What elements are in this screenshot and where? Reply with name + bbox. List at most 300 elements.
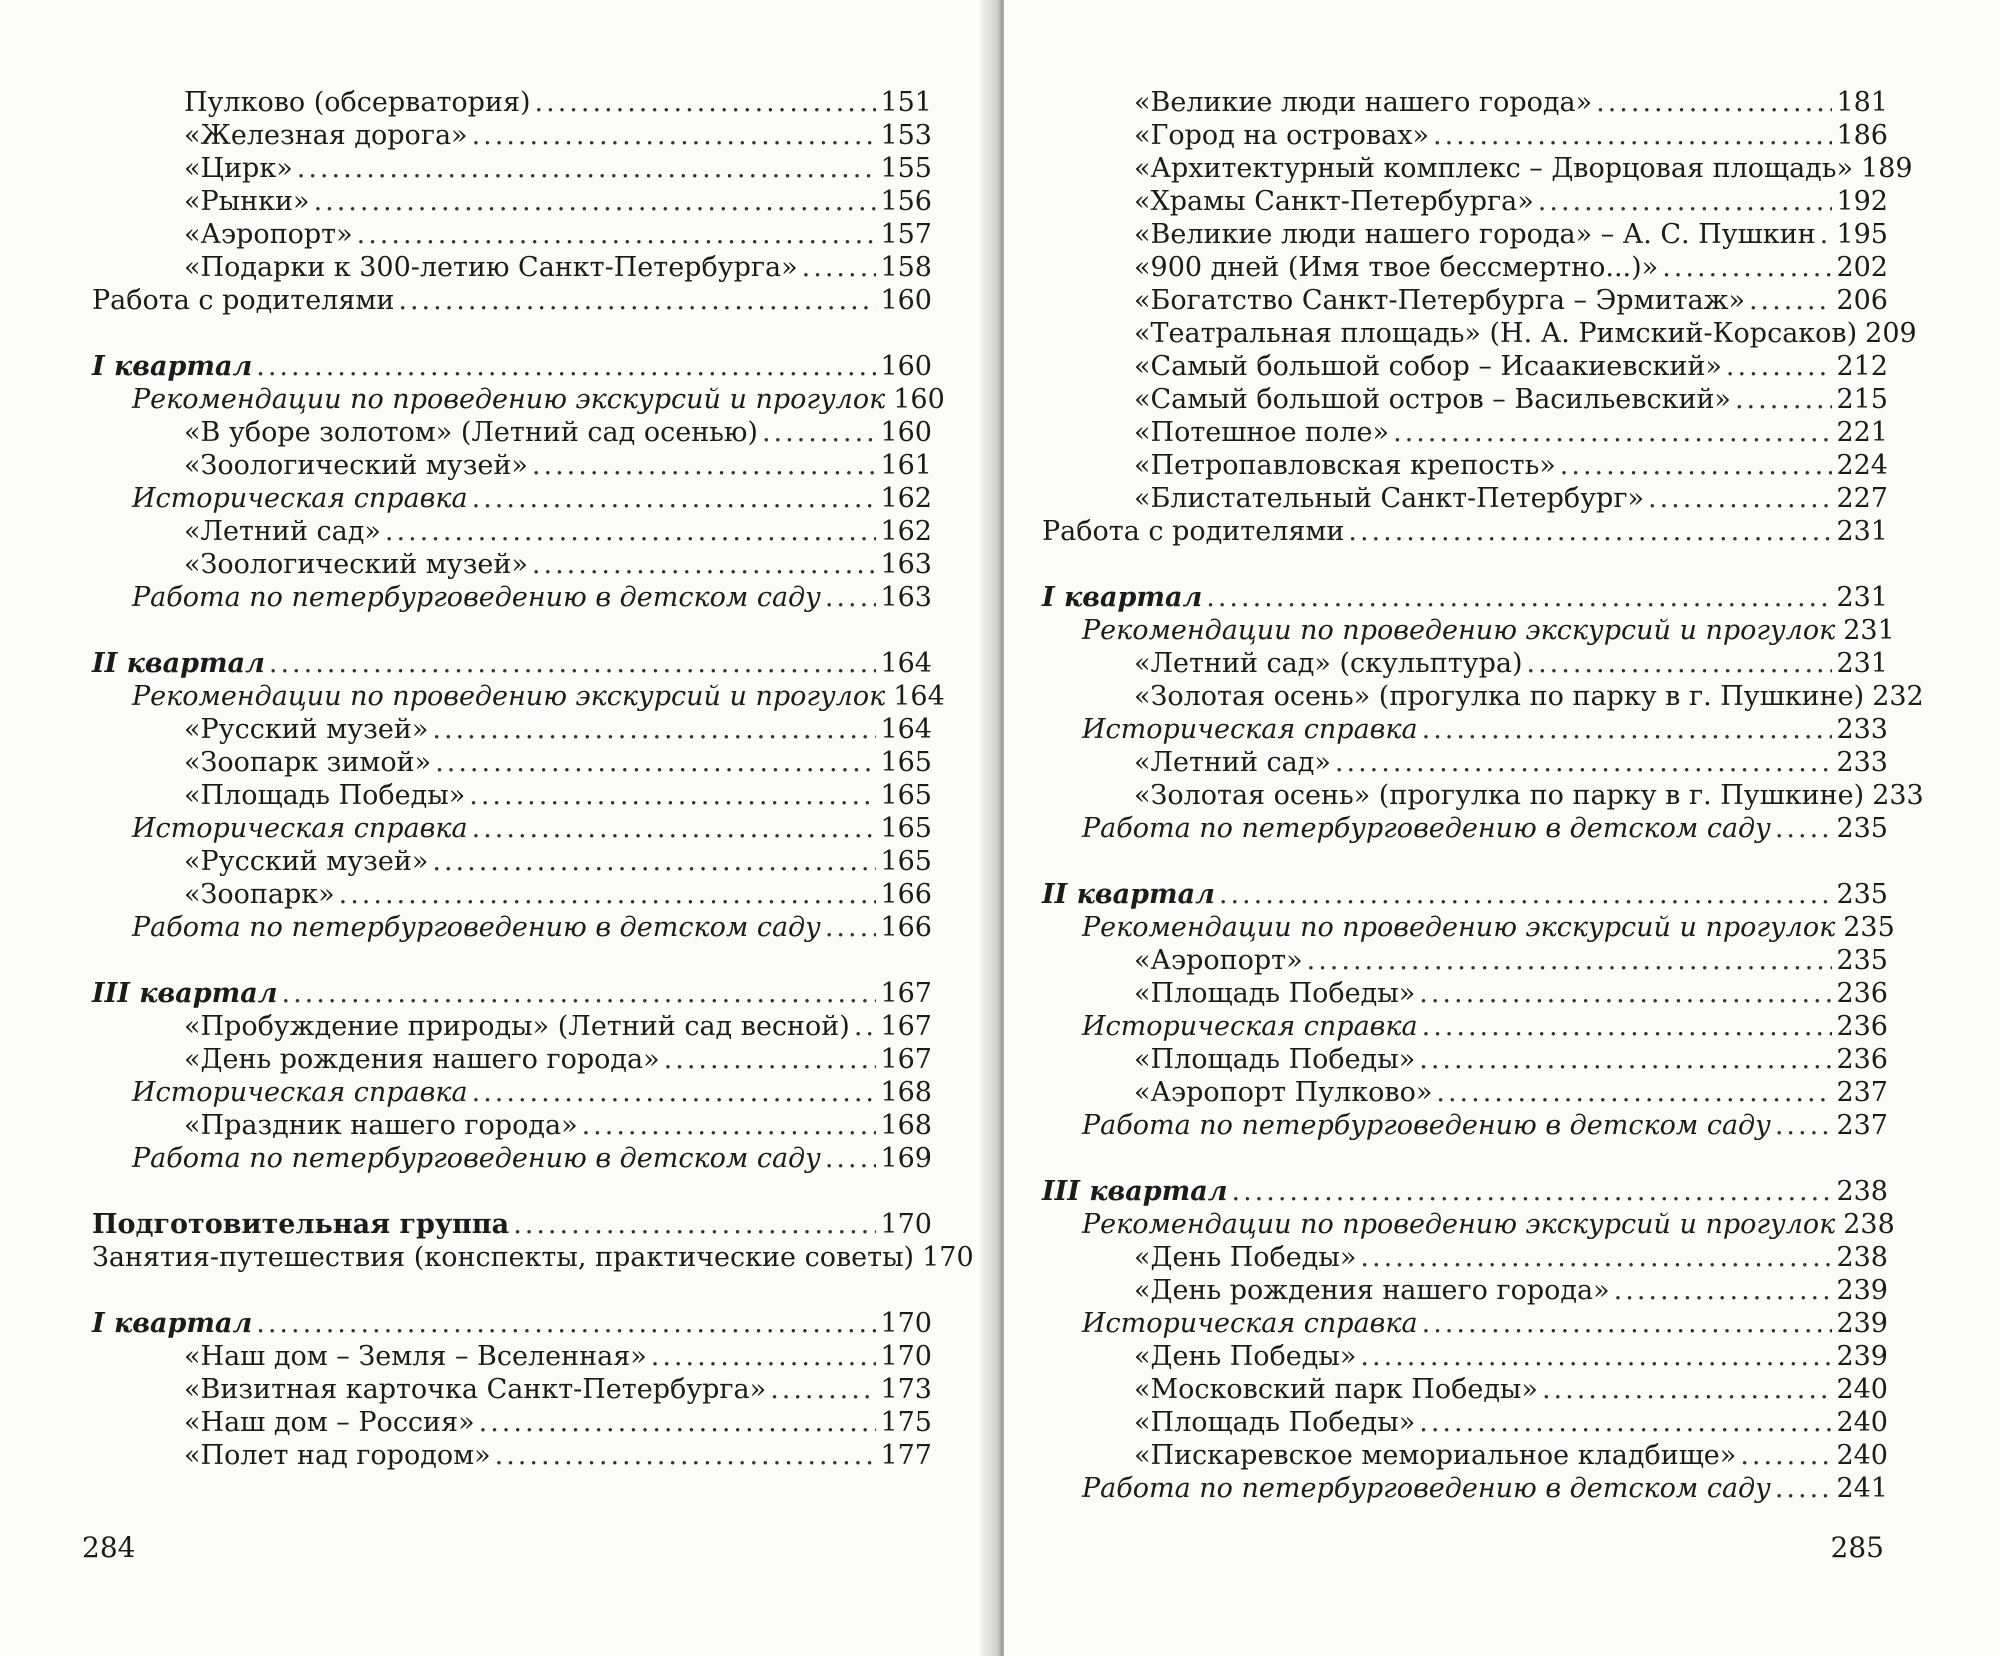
- toc-leader-dots: [1775, 812, 1833, 845]
- toc-leader-dots: [825, 1142, 877, 1175]
- toc-entry-title: I квартал: [92, 1308, 253, 1339]
- toc-leader-dots: [1393, 416, 1832, 449]
- toc-entry: [1042, 383, 1888, 416]
- toc-entry-page: 240: [1836, 1440, 1888, 1471]
- toc-entry-title: «Золотая осень» (прогулка по парку в г. Пушкине): [1134, 780, 1865, 811]
- toc-entry-page: 202: [1836, 252, 1888, 283]
- toc-entry: [92, 680, 945, 713]
- toc-entry-title: «Летний сад»: [1134, 747, 1331, 778]
- toc-entry-title: «Зоологический музей»: [184, 450, 528, 481]
- toc-leader-dots: [651, 1340, 877, 1373]
- toc-leader-dots: [256, 350, 876, 383]
- toc-entry-title: Работа по петербурговедению в детском саду: [1082, 1473, 1771, 1504]
- toc-leader-dots: [1614, 1274, 1833, 1307]
- toc-leader-dots: [535, 86, 877, 119]
- toc-entry-title: «Архитектурный комплекс – Дворцовая площадь»: [1134, 153, 1854, 184]
- right-page: [1004, 0, 2000, 1656]
- toc-leader-dots: [1232, 1175, 1833, 1208]
- toc-entry-title: «Визитная карточка Санкт-Петербурга»: [184, 1374, 767, 1405]
- toc-entry: [1042, 416, 1888, 449]
- toc-entry-page: 156: [880, 186, 932, 217]
- toc-entry-title: «Зоопарк зимой»: [184, 747, 432, 778]
- toc-entry: [1042, 944, 1888, 977]
- toc-entry-title: Работа с родителями: [1042, 516, 1345, 547]
- toc-entry-page: 206: [1836, 285, 1888, 316]
- toc-entry: [92, 746, 932, 779]
- toc-entry: [1042, 1406, 1888, 1439]
- toc-entry-page: 195: [1836, 219, 1888, 250]
- toc-leader-dots: [1422, 1307, 1833, 1340]
- toc-entry: [1042, 878, 1888, 911]
- toc-entry-title: Историческая справка: [1082, 1011, 1418, 1042]
- toc-leader-dots: [1436, 1076, 1832, 1109]
- toc-entry: [1042, 1010, 1888, 1043]
- toc-leader-dots: [1662, 251, 1832, 284]
- toc-entry-page: 162: [880, 483, 932, 514]
- toc-entry-page: 166: [880, 879, 932, 910]
- toc-entry-page: 231: [1843, 615, 1895, 646]
- toc-entry-title: Занятия-путешествия (конспекты, практические советы): [92, 1242, 915, 1273]
- toc-entry-page: 239: [1836, 1308, 1888, 1339]
- toc-entry: [92, 1208, 932, 1241]
- toc-entry: [1042, 218, 1888, 251]
- toc-entry-title: «Самый большой остров – Васильевский»: [1134, 384, 1731, 415]
- toc-entry-page: 173: [880, 1374, 932, 1405]
- toc-entry-page: 153: [880, 120, 932, 151]
- toc-entry: [1042, 152, 1913, 185]
- toc-leader-dots: [432, 845, 876, 878]
- toc-entry-title: «Театральная площадь» (Н. А. Римский-Корсаков): [1134, 318, 1858, 349]
- toc-entry: [1042, 317, 1917, 350]
- toc-entry-page: 231: [1836, 582, 1888, 613]
- toc-entry: [1042, 977, 1888, 1010]
- toc-entry: [1042, 1175, 1888, 1208]
- toc-entry-title: «В уборе золотом» (Летний сад осенью): [184, 417, 758, 448]
- toc-leader-dots: [472, 119, 877, 152]
- left-page: [0, 0, 996, 1656]
- toc-entry-title: «Потешное поле»: [1134, 417, 1390, 448]
- toc-entry-title: Работа по петербурговедению в детском саду: [1082, 813, 1771, 844]
- toc-leader-dots: [472, 812, 877, 845]
- toc-entry-page: 231: [1836, 516, 1888, 547]
- toc-entry-page: 235: [1843, 912, 1895, 943]
- toc-entry: [92, 449, 932, 482]
- toc-entry-title: «Аэропорт»: [184, 219, 353, 250]
- toc-leader-dots: [1749, 284, 1832, 317]
- toc-entry-page: 236: [1836, 1044, 1888, 1075]
- toc-leader-dots: [269, 647, 877, 680]
- toc-entry: [92, 1439, 932, 1472]
- toc-entry: [92, 1406, 932, 1439]
- toc-entry-title: Работа по петербурговедению в детском саду: [1082, 1110, 1771, 1141]
- toc-entry-title: Пулково (обсерватория): [184, 87, 531, 118]
- toc-entry: [92, 911, 932, 944]
- toc-entry-page: 239: [1836, 1341, 1888, 1372]
- toc-entry-title: «Блистательный Санкт-Петербург»: [1134, 483, 1644, 514]
- toc-entry: [1042, 1340, 1888, 1373]
- toc-entry-page: 161: [880, 450, 932, 481]
- toc-entry-title: «Цирк»: [184, 153, 293, 184]
- toc-entry-title: «Летний сад» (скульптура): [1134, 648, 1523, 679]
- toc-entry-title: «Великие люди нашего города»: [1134, 87, 1593, 118]
- toc-entry-title: Работа по петербурговедению в детском саду: [132, 582, 821, 613]
- toc-entry-page: 165: [880, 813, 932, 844]
- toc-entry: [92, 251, 932, 284]
- toc-entry: [1042, 449, 1888, 482]
- toc-entry-title: Рекомендации по проведению экскурсий и прогулок: [132, 681, 886, 712]
- toc-entry: [1042, 746, 1888, 779]
- toc-leader-dots: [1422, 1010, 1833, 1043]
- toc-leader-dots: [1526, 647, 1832, 680]
- toc-entry-title: I квартал: [92, 351, 253, 382]
- toc-entry-page: 227: [1836, 483, 1888, 514]
- toc-entry-page: 212: [1836, 351, 1888, 382]
- toc-entry-page: 235: [1836, 945, 1888, 976]
- toc-leader-dots: [282, 977, 877, 1010]
- toc-entry-title: III квартал: [92, 978, 278, 1009]
- toc-entry-title: «День рождения нашего города»: [184, 1044, 660, 1075]
- toc-leader-dots: [1775, 1109, 1833, 1142]
- toc-entry-page: 164: [880, 714, 932, 745]
- toc-entry-page: 162: [880, 516, 932, 547]
- toc-entry-title: «Аэропорт Пулково»: [1134, 1077, 1433, 1108]
- toc-entry-title: II квартал: [92, 648, 265, 679]
- toc-entry: [1042, 86, 1888, 119]
- toc-entry-page: 239: [1836, 1275, 1888, 1306]
- toc-entry-title: «Железная дорога»: [184, 120, 468, 151]
- toc-leader-dots: [472, 1076, 877, 1109]
- toc-entry-page: 170: [880, 1341, 932, 1372]
- toc-entry: [1042, 647, 1888, 680]
- toc-leader-dots: [532, 548, 877, 581]
- toc-entry: [92, 218, 932, 251]
- toc-entry: [92, 812, 932, 845]
- toc-entry-page: 235: [1836, 813, 1888, 844]
- toc-entry-page: 164: [893, 681, 945, 712]
- toc-leader-dots: [339, 878, 877, 911]
- toc-entry-page: 232: [1872, 681, 1924, 712]
- toc-leader-dots: [1820, 218, 1833, 251]
- toc-entry-title: «Зоопарк»: [184, 879, 335, 910]
- toc-entry-title: «Площадь Победы»: [184, 780, 466, 811]
- toc-leader-dots: [802, 251, 877, 284]
- toc-leader-dots: [1419, 1043, 1832, 1076]
- toc-entry-page: 163: [880, 549, 932, 580]
- toc-entry-title: «Площадь Победы»: [1134, 978, 1416, 1009]
- toc-leader-dots: [479, 1406, 877, 1439]
- toc-entry-title: «Аэропорт»: [1134, 945, 1303, 976]
- toc-entry: [92, 647, 932, 680]
- toc-entry: [92, 548, 932, 581]
- toc-entry: [1042, 680, 1924, 713]
- toc-entry-title: Рекомендации по проведению экскурсий и прогулок: [1082, 1209, 1836, 1240]
- toc-leader-dots: [1348, 515, 1832, 548]
- toc-entry: [92, 878, 932, 911]
- toc-entry-title: «900 дней (Имя твое бессмертно...)»: [1134, 252, 1659, 283]
- toc-entry-title: Работа с родителями: [92, 285, 395, 316]
- toc-entry-page: 177: [880, 1440, 932, 1471]
- toc-entry: [92, 581, 932, 614]
- toc-entry-title: «Летний сад»: [184, 516, 381, 547]
- toc-entry-page: 160: [880, 285, 932, 316]
- toc-entry-page: 231: [1836, 648, 1888, 679]
- toc-leader-dots: [1538, 185, 1833, 218]
- toc-leader-dots: [1775, 1472, 1833, 1505]
- toc-leader-dots: [1596, 86, 1832, 119]
- toc-entry: [1042, 581, 1888, 614]
- toc-entry: [92, 1241, 974, 1274]
- toc-leader-dots: [472, 482, 877, 515]
- toc-entry: [92, 1043, 932, 1076]
- toc-entry-title: «Золотая осень» (прогулка по парку в г. Пушкине): [1134, 681, 1865, 712]
- toc-entry: [92, 1373, 932, 1406]
- toc-entry-page: 170: [880, 1209, 932, 1240]
- toc-entry-title: «Площадь Победы»: [1134, 1044, 1416, 1075]
- toc-entry: [92, 845, 932, 878]
- toc-entry: [1042, 119, 1888, 152]
- toc-entry-title: Работа по петербурговедению в детском саду: [132, 1143, 821, 1174]
- toc-entry-page: 168: [880, 1110, 932, 1141]
- toc-entry-page: 215: [1836, 384, 1888, 415]
- toc-leader-dots: [1419, 1406, 1832, 1439]
- toc-entry-page: 167: [880, 1044, 932, 1075]
- toc-leader-dots: [1360, 1241, 1832, 1274]
- toc-entry: [92, 383, 945, 416]
- toc-entry: [92, 86, 932, 119]
- toc-entry-page: 236: [1836, 1011, 1888, 1042]
- toc-leader-dots: [664, 1043, 877, 1076]
- toc-entry: [1042, 779, 1924, 812]
- toc-leader-dots: [398, 284, 876, 317]
- toc-leader-dots: [532, 449, 877, 482]
- toc-entry-page: 170: [922, 1242, 974, 1273]
- toc-entry: [1042, 1373, 1888, 1406]
- toc-leader-dots: [357, 218, 877, 251]
- toc-entry: [92, 152, 932, 185]
- toc-leader-dots: [1735, 383, 1833, 416]
- toc-entry-title: «Рынки»: [184, 186, 310, 217]
- toc-leader-dots: [1648, 482, 1832, 515]
- toc-entry-page: 168: [880, 1077, 932, 1108]
- toc-entry: [92, 185, 932, 218]
- toc-entry-page: 158: [880, 252, 932, 283]
- toc-entry-title: II квартал: [1042, 879, 1215, 910]
- toc-entry: [1042, 1109, 1888, 1142]
- toc-entry-title: «Город на островах»: [1134, 120, 1429, 151]
- toc-entry-title: «День рождения нашего города»: [1134, 1275, 1610, 1306]
- toc-entry: [1042, 1307, 1888, 1340]
- toc-entry: [92, 515, 932, 548]
- toc-entry: [92, 1109, 932, 1142]
- toc-entry-title: «Наш дом – Россия»: [184, 1407, 475, 1438]
- toc-entry-title: Историческая справка: [132, 1077, 468, 1108]
- toc-entry-page: 175: [880, 1407, 932, 1438]
- toc-entry: [1042, 614, 1895, 647]
- toc-entry-page: 240: [1836, 1374, 1888, 1405]
- toc-entry-page: 237: [1836, 1110, 1888, 1141]
- toc-entry-page: 233: [1836, 747, 1888, 778]
- toc-entry-title: I квартал: [1042, 582, 1203, 613]
- toc-entry-page: 238: [1836, 1176, 1888, 1207]
- toc-entry: [92, 119, 932, 152]
- toc-entry-title: «Пискаревское мемориальное кладбище»: [1134, 1440, 1737, 1471]
- toc-entry-page: 209: [1865, 318, 1917, 349]
- toc-leader-dots: [1542, 1373, 1833, 1406]
- toc-entry-page: 189: [1861, 153, 1913, 184]
- toc-entry: [1042, 812, 1888, 845]
- toc-leader-dots: [1433, 119, 1832, 152]
- toc-entry-page: 167: [880, 978, 932, 1009]
- toc-entry-page: 224: [1836, 450, 1888, 481]
- toc-entry-page: 167: [880, 1011, 932, 1042]
- toc-entry: [92, 779, 932, 812]
- toc-entry: [1042, 713, 1888, 746]
- toc-leader-dots: [854, 1010, 877, 1043]
- toc-entry-title: «Русский музей»: [184, 846, 429, 877]
- toc-entry: [1042, 1241, 1888, 1274]
- toc-entry-page: 160: [893, 384, 945, 415]
- toc-entry-page: 186: [1836, 120, 1888, 151]
- toc-leader-dots: [1360, 1340, 1832, 1373]
- toc-entry-title: «Храмы Санкт-Петербурга»: [1134, 186, 1534, 217]
- toc-leader-dots: [1419, 977, 1832, 1010]
- toc-entry-title: Историческая справка: [1082, 1308, 1418, 1339]
- toc-entry-page: 157: [880, 219, 932, 250]
- toc-entry-page: 169: [880, 1143, 932, 1174]
- toc-entry: [1042, 251, 1888, 284]
- toc-entry: [92, 713, 932, 746]
- toc-entry-page: 170: [880, 1308, 932, 1339]
- toc-entry: [92, 1076, 932, 1109]
- toc-entry-title: «Пробуждение природы» (Летний сад весной): [184, 1011, 850, 1042]
- toc-entry-title: «Наш дом – Земля – Вселенная»: [184, 1341, 647, 1372]
- toc-leader-dots: [1335, 746, 1833, 779]
- toc-leader-dots: [582, 1109, 877, 1142]
- toc-leader-dots: [825, 581, 877, 614]
- toc-entry: [1042, 1274, 1888, 1307]
- toc-entry-title: «Зоологический музей»: [184, 549, 528, 580]
- toc-entry-page: 233: [1836, 714, 1888, 745]
- toc-leader-dots: [1740, 1439, 1832, 1472]
- toc-entry-page: 181: [1836, 87, 1888, 118]
- toc-entry: [1042, 1472, 1888, 1505]
- right-toc: [1042, 86, 1924, 1505]
- toc-entry: [1042, 1439, 1888, 1472]
- toc-entry-page: 221: [1836, 417, 1888, 448]
- toc-entry-page: 233: [1872, 780, 1924, 811]
- toc-entry-page: 164: [880, 648, 932, 679]
- toc-leader-dots: [1219, 878, 1833, 911]
- toc-entry-title: Историческая справка: [132, 483, 468, 514]
- toc-entry-page: 165: [880, 780, 932, 811]
- toc-leader-dots: [314, 185, 877, 218]
- toc-leader-dots: [1560, 449, 1833, 482]
- toc-leader-dots: [385, 515, 877, 548]
- toc-entry: [92, 1010, 932, 1043]
- toc-entry-title: «Великие люди нашего города» – А. С. Пушкин: [1134, 219, 1816, 250]
- toc-leader-dots: [256, 1307, 876, 1340]
- right-page-number: 285: [1830, 1531, 1884, 1564]
- toc-entry: [92, 1142, 932, 1175]
- toc-entry-page: 192: [1836, 186, 1888, 217]
- toc-entry-page: 238: [1843, 1209, 1895, 1240]
- toc-leader-dots: [770, 1373, 876, 1406]
- toc-entry: [1042, 515, 1888, 548]
- toc-entry: [1042, 482, 1888, 515]
- toc-entry: [1042, 911, 1895, 944]
- toc-entry-page: 155: [880, 153, 932, 184]
- toc-entry-title: «Богатство Санкт-Петербурга – Эрмитаж»: [1134, 285, 1745, 316]
- toc-entry: [92, 977, 932, 1010]
- toc-entry: [1042, 185, 1888, 218]
- toc-entry-page: 151: [880, 87, 932, 118]
- toc-entry-page: 240: [1836, 1407, 1888, 1438]
- toc-entry-title: «День Победы»: [1134, 1242, 1357, 1273]
- left-toc: [92, 86, 974, 1472]
- toc-entry: [1042, 350, 1888, 383]
- toc-entry: [92, 1340, 932, 1373]
- toc-entry: [92, 416, 932, 449]
- toc-entry-title: «Подарки к 300-летию Санкт-Петербурга»: [184, 252, 798, 283]
- toc-entry-title: «Московский парк Победы»: [1134, 1374, 1538, 1405]
- toc-entry-title: Подготовительная группа: [92, 1209, 510, 1240]
- toc-entry-title: «Праздник нашего города»: [184, 1110, 578, 1141]
- toc-entry-title: Рекомендации по проведению экскурсий и прогулок: [1082, 912, 1836, 943]
- toc-leader-dots: [825, 911, 877, 944]
- toc-entry-page: 160: [880, 417, 932, 448]
- toc-entry-page: 165: [880, 747, 932, 778]
- toc-entry-page: 238: [1836, 1242, 1888, 1273]
- toc-leader-dots: [513, 1208, 876, 1241]
- toc-entry: [1042, 1076, 1888, 1109]
- toc-leader-dots: [469, 779, 876, 812]
- toc-entry: [92, 1307, 932, 1340]
- toc-leader-dots: [1726, 350, 1833, 383]
- toc-leader-dots: [495, 1439, 877, 1472]
- toc-entry-title: Рекомендации по проведению экскурсий и прогулок: [1082, 615, 1836, 646]
- toc-entry-title: Рекомендации по проведению экскурсий и прогулок: [132, 384, 886, 415]
- left-page-number: 284: [82, 1531, 136, 1564]
- toc-leader-dots: [432, 713, 876, 746]
- toc-entry-page: 166: [880, 912, 932, 943]
- toc-entry: [1042, 1043, 1888, 1076]
- toc-entry-title: «Полет над городом»: [184, 1440, 491, 1471]
- toc-entry: [92, 284, 932, 317]
- toc-entry-title: «Петропавловская крепость»: [1134, 450, 1556, 481]
- toc-entry: [1042, 284, 1888, 317]
- toc-entry-title: Историческая справка: [1082, 714, 1418, 745]
- toc-entry: [92, 482, 932, 515]
- toc-entry: [1042, 1208, 1895, 1241]
- toc-entry-page: 163: [880, 582, 932, 613]
- toc-entry-title: Работа по петербурговедению в детском саду: [132, 912, 821, 943]
- toc-leader-dots: [1307, 944, 1833, 977]
- toc-entry-title: «Русский музей»: [184, 714, 429, 745]
- toc-leader-dots: [1206, 581, 1832, 614]
- toc-entry-page: 241: [1836, 1473, 1888, 1504]
- toc-leader-dots: [297, 152, 877, 185]
- toc-entry-page: 160: [880, 351, 932, 382]
- toc-entry-page: 237: [1836, 1077, 1888, 1108]
- toc-entry-title: «Площадь Победы»: [1134, 1407, 1416, 1438]
- toc-entry-title: «День Победы»: [1134, 1341, 1357, 1372]
- toc-entry-title: «Самый большой собор – Исаакиевский»: [1134, 351, 1722, 382]
- toc-entry-page: 235: [1836, 879, 1888, 910]
- toc-leader-dots: [1422, 713, 1833, 746]
- toc-leader-dots: [762, 416, 877, 449]
- toc-entry-page: 165: [880, 846, 932, 877]
- toc-entry-title: Историческая справка: [132, 813, 468, 844]
